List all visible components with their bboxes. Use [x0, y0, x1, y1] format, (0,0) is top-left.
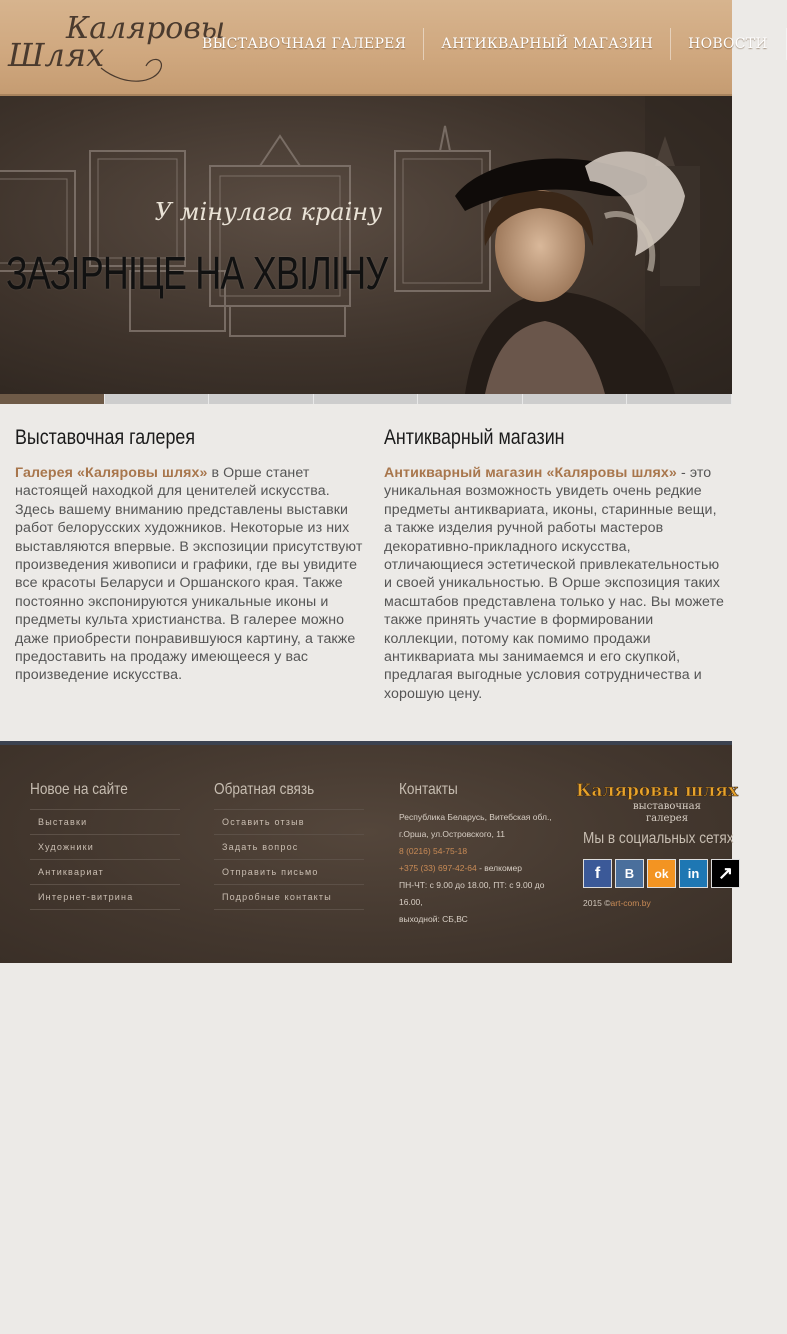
contact-phone-1[interactable]: 8 (0216) 54-75-18	[399, 846, 468, 856]
footer-link-review[interactable]: Оставить отзыв	[214, 810, 364, 835]
footer-contacts	[399, 781, 559, 928]
contact-hours-1: ПН-ЧТ: с 9.00 до 18.00, ПТ: с 9.00 до 16.00,	[399, 880, 545, 907]
footer-contacts-heading: Контакты	[399, 781, 458, 798]
footer-news	[30, 781, 180, 910]
portrait-image	[425, 96, 732, 394]
shop-body: - это уникальная возможность увидеть очень редкие предметы антиквариата, иконы, старинные вещи, а также изделия ручной работы мастеров декоративно-прикладного искусства, отличающиеся эстетической привлекательностью и своей уникальностью. В Орше экспозиция таких масштабов представлена только у нас. Вы можете также принять участие в формировании коллекции, потому как помимо продажи антиквариата мы занимаемся и его скупкой, предлагая выгодные условия сотрудничества и хорошую цену.	[384, 465, 724, 702]
main-nav	[185, 28, 787, 60]
shop-heading: Антикварный магазин	[384, 426, 565, 449]
site-logo[interactable]	[6, 8, 226, 86]
shop-text	[384, 464, 728, 703]
gallery-text	[15, 464, 363, 685]
linkedin-icon[interactable]: in	[679, 859, 708, 888]
slider-dot[interactable]	[314, 394, 419, 404]
footer-logo-sub1: выставочная	[633, 801, 701, 812]
contact-phone-2-note: - велкомер	[476, 863, 522, 873]
footer-feedback-heading: Обратная связь	[214, 781, 315, 798]
footer-link-showcase[interactable]: Интернет-витрина	[30, 885, 180, 910]
footer-link-artists[interactable]: Художники	[30, 835, 180, 860]
slider-dot[interactable]	[209, 394, 314, 404]
slider-dot[interactable]	[0, 394, 105, 404]
footer-logo[interactable]	[576, 776, 738, 826]
copyright	[583, 898, 651, 908]
contact-address: Республика Беларусь, Витебская обл., г.Орша, ул.Островского, 11	[399, 812, 552, 839]
hero-title: ЗАЗІРНІЦЕ НА ХВІЛІНУ	[6, 247, 388, 299]
slider-dot[interactable]	[105, 394, 210, 404]
footer-link-exhibitions[interactable]: Выставки	[30, 810, 180, 835]
footer-link-letter[interactable]: Отправить письмо	[214, 860, 364, 885]
gallery-lead-link[interactable]: Галерея «Каляровы шлях»	[15, 465, 208, 481]
footer-logo-title: Каляровы шлях	[576, 781, 738, 801]
vkontakte-icon[interactable]: B	[615, 859, 644, 888]
footer-link-contacts[interactable]: Подробные контакты	[214, 885, 364, 910]
copyright-link[interactable]: art-com.by	[610, 898, 651, 908]
gallery-heading: Выставочная галерея	[15, 426, 196, 449]
facebook-icon[interactable]: f	[583, 859, 612, 888]
copyright-year: 2015 ©	[583, 898, 611, 908]
social-heading: Мы в социальных сетях	[583, 830, 734, 847]
site-footer	[0, 741, 732, 963]
footer-link-antiques[interactable]: Антиквариат	[30, 860, 180, 885]
contact-hours-2: выходной: СБ,ВС	[399, 914, 468, 924]
hero-subtitle: У мінулага краіну	[154, 198, 382, 226]
site-header	[0, 0, 768, 96]
logo-text-top: Каляровы	[66, 11, 226, 46]
external-link-icon[interactable]: ↗	[711, 859, 740, 888]
shop-section	[384, 426, 728, 703]
hero-banner[interactable]	[0, 96, 732, 394]
footer-feedback	[214, 781, 364, 910]
nav-gallery[interactable]: ВЫСТАВОЧНАЯ ГАЛЕРЕЯ	[185, 28, 424, 60]
contact-phone-2[interactable]: +375 (33) 697-42-64	[399, 863, 477, 873]
slider-pagination	[0, 394, 732, 404]
slider-dot[interactable]	[418, 394, 523, 404]
footer-news-heading: Новое на сайте	[30, 781, 128, 798]
gallery-body: в Орше станет настоящей находкой для ценителей искусства. Здесь вашему вниманию представлены выставки работ белорусских художников. Некоторые из них выставляются впервые. В экспозиции присутствуют произведения живописи и графики, где вы увидите все красоты Беларуси и Оршанского края. Также постоянно экспонируются уникальные иконы и предметы культа христианства. В галерее можно даже приобрести понравившуюся картину, а также предоставить на продажу имеющееся у вас произведение искусства.	[15, 465, 363, 684]
social-links	[583, 859, 740, 888]
nav-news[interactable]: НОВОСТИ	[671, 28, 787, 60]
shop-lead-link[interactable]: Антикварный магазин «Каляровы шлях»	[384, 465, 677, 481]
logo-text-bottom: Шлях	[8, 36, 105, 74]
footer-logo-sub2: галерея	[645, 813, 689, 824]
slider-dot[interactable]	[523, 394, 628, 404]
footer-link-question[interactable]: Задать вопрос	[214, 835, 364, 860]
odnoklassniki-icon[interactable]: ok	[647, 859, 676, 888]
gallery-section	[15, 426, 363, 685]
slider-dot[interactable]	[627, 394, 732, 404]
nav-antique-shop[interactable]: АНТИКВАРНЫЙ МАГАЗИН	[424, 28, 671, 60]
